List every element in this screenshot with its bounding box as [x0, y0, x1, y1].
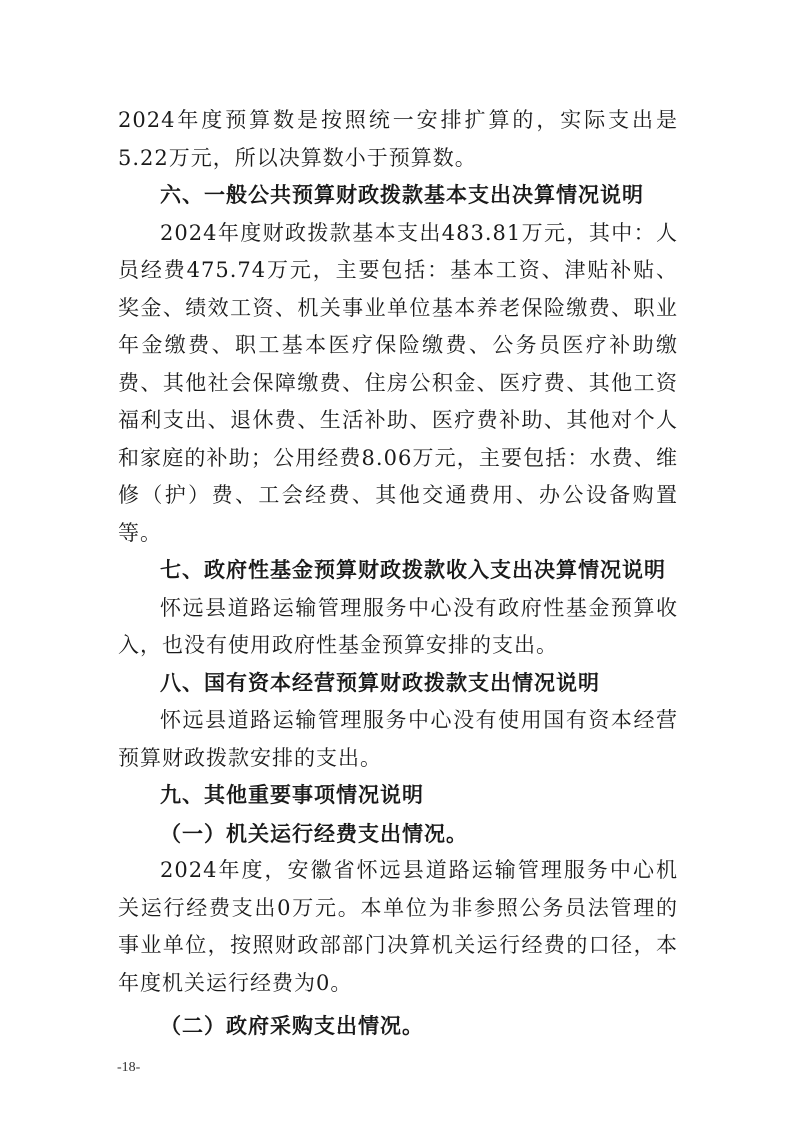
paragraph-operating-expenses: 2024年度，安徽省怀远县道路运输管理服务中心机关运行经费支出0万元。本单位为非参照公务员法管理的事业单位，按照财政部部门决算机关运行经费的口径，本年度机关运行经费为0。 — [118, 858, 678, 995]
page-number: -18- — [117, 1060, 141, 1075]
paragraph-budget-note: 2024年度预算数是按照统一安排扩算的，实际支出是5.22万元，所以决算数小于预算数。 — [118, 108, 678, 170]
paragraph-basic-expenditure: 2024年度财政拨款基本支出483.81万元，其中：人员经费475.74万元，主要包括：基本工资、津贴补贴、奖金、绩效工资、机关事业单位基本养老保险缴费、职业年金缴费、职工基本医疗保险缴费、公务员医疗补助缴费、其他社会保障缴费、住房公积金、医疗费、其他工资福利支出、退休费、生活补助、医疗费补助、其他对个人和家庭的补助；公用经费8.06万元，主要包括：水费、维修（护）费、工会经费、其他交通费用、办公设备购置等。 — [118, 220, 678, 545]
section-heading-9: 九、其他重要事项情况说明 — [160, 783, 424, 807]
paragraph-government-fund: 怀远县道路运输管理服务中心没有政府性基金预算收入，也没有使用政府性基金预算安排的支出。 — [118, 595, 678, 657]
section-heading-8: 八、国有资本经营预算财政拨款支出情况说明 — [160, 670, 600, 695]
section-heading-6: 六、一般公共预算财政拨款基本支出决算情况说明 — [160, 183, 644, 207]
paragraph-state-capital: 怀远县道路运输管理服务中心没有使用国有资本经营预算财政拨款安排的支出。 — [118, 708, 678, 770]
subheading-operating-expenses: （一）机关运行经费支出情况。 — [160, 820, 468, 846]
section-heading-7: 七、政府性基金预算财政拨款收入支出决算情况说明 — [160, 558, 666, 582]
page-content — [118, 102, 678, 1045]
subheading-procurement: （二）政府采购支出情况。 — [160, 1013, 424, 1038]
